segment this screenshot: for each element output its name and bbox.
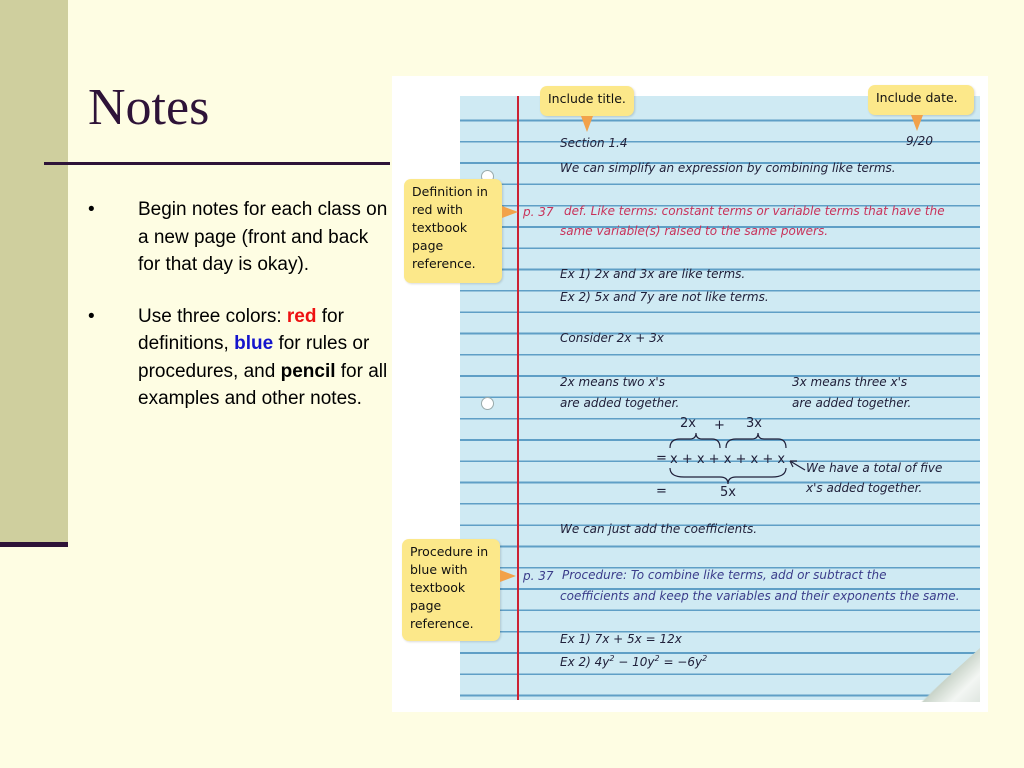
result-5x: 5x <box>720 485 736 500</box>
bullet-text: for rules or procedures, and <box>138 333 370 382</box>
definition-line: def. Like terms: constant terms or variable terms that have the <box>564 204 945 218</box>
bullet-list <box>88 196 388 437</box>
callout-text: red with <box>412 202 463 217</box>
definition-page-ref: p. 37 <box>523 205 554 219</box>
procedure-line: coefficients and keep the variables and their exponents the same. <box>560 589 960 603</box>
example-text: Ex 2) 4y <box>560 655 610 669</box>
callout-definition <box>404 179 502 283</box>
annotation-left: are added together. <box>560 396 680 410</box>
note-section: Section 1.4 <box>560 136 628 150</box>
note-intro: We can simplify an expression by combining like terms. <box>560 161 896 175</box>
callout-arrow <box>502 206 518 218</box>
callout-text: Procedure in <box>410 544 489 559</box>
callout-text: Include title. <box>548 91 626 106</box>
margin-line <box>517 96 519 700</box>
consider-line: Consider 2x + 3x <box>560 331 664 345</box>
callout-arrow <box>581 116 593 132</box>
procedure-line: Procedure: To combine like terms, add or subtract the <box>562 568 887 582</box>
bullet-item <box>88 196 388 279</box>
bullet-text: for definitions, <box>138 305 344 354</box>
example-line: Ex 2) 5x and 7y are not like terms. <box>560 290 769 304</box>
side-accent-line <box>0 542 68 547</box>
bullet-text: Use three colors: <box>138 305 287 327</box>
bullet-text: for all examples and other notes. <box>138 360 388 409</box>
bullet-item <box>88 303 388 413</box>
label-3x: 3x <box>746 416 762 431</box>
coefficient-line: We can just add the coefficients. <box>560 522 758 536</box>
annotation-right: are added together. <box>792 396 912 410</box>
color-word-red: red <box>286 305 317 327</box>
callout-text: page <box>410 598 442 613</box>
example-text: − 10y <box>614 655 655 669</box>
annotation-right: 3x means three x's <box>792 375 908 389</box>
equals-sign: = <box>656 484 667 499</box>
note-date: 9/20 <box>906 134 933 148</box>
exponent: 2 <box>609 654 615 663</box>
callout-text: Definition in <box>412 184 488 199</box>
exponent: 2 <box>654 654 660 663</box>
label-plus: + <box>714 418 725 433</box>
bullet-text: Begin notes for each class on a new page (front and back for that day is okay). <box>138 199 388 275</box>
callout-title <box>540 86 634 116</box>
example-line: Ex 1) 2x and 3x are like terms. <box>560 267 746 281</box>
annotation-total: x's added together. <box>806 481 923 495</box>
callout-text: textbook <box>412 220 468 235</box>
callout-procedure <box>402 539 500 641</box>
procedure-example <box>560 654 707 669</box>
callout-text: textbook <box>410 580 466 595</box>
procedure-page-ref: p. 37 <box>523 569 554 583</box>
annotation-left: 2x means two x's <box>560 375 665 389</box>
callout-arrow <box>911 115 923 131</box>
example-text: = −6y <box>659 655 703 669</box>
color-word-blue: blue <box>234 333 274 354</box>
callout-text: reference. <box>410 616 474 631</box>
exponent: 2 <box>702 654 708 663</box>
label-2x: 2x <box>680 416 696 431</box>
callout-text: page <box>412 238 444 253</box>
callout-text: Include date. <box>876 90 958 105</box>
color-word-pencil: pencil <box>280 360 336 382</box>
equals-sign: = <box>656 451 667 466</box>
procedure-example: Ex 1) 7x + 5x = 12x <box>560 632 682 646</box>
callout-date <box>868 85 974 115</box>
side-accent-bar <box>0 0 68 545</box>
callout-text: reference. <box>412 256 476 271</box>
annotation-total: We have a total of five <box>806 461 943 475</box>
title-underline <box>44 162 390 165</box>
slide-title: Notes <box>88 79 210 136</box>
binder-hole <box>481 397 494 410</box>
expanded-sum: x + x + x + x + x <box>670 452 786 467</box>
callout-text: blue with <box>410 562 468 577</box>
callout-arrow <box>500 570 516 582</box>
definition-line: same variable(s) raised to the same powers. <box>560 224 829 238</box>
